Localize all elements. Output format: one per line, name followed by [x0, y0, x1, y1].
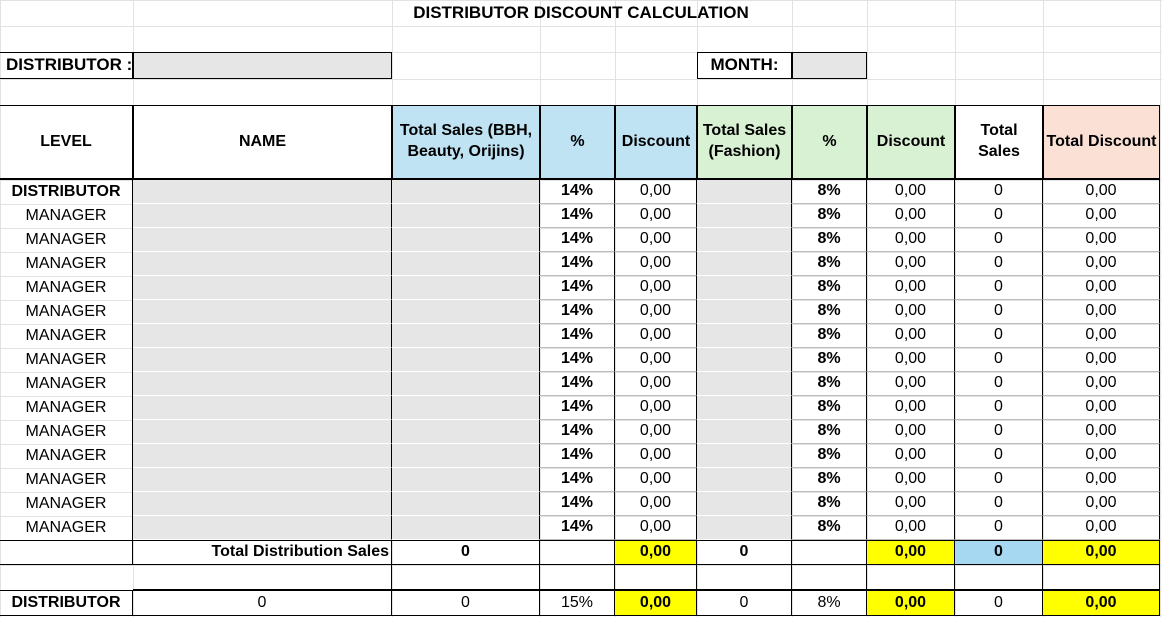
row-name-input[interactable]	[133, 228, 392, 252]
separator-cell	[392, 565, 540, 590]
row-name-input[interactable]	[133, 252, 392, 276]
header-total-sales: Total Sales	[955, 105, 1043, 180]
final-total-discount: 0,00	[1043, 590, 1160, 616]
row-discount-1: 0,00	[615, 204, 697, 228]
row-total-sales-bbh-input[interactable]	[392, 444, 540, 468]
row-total-sales-bbh-input[interactable]	[392, 420, 540, 444]
row-total-sales: 0	[955, 420, 1043, 444]
row-percent-2: 8%	[792, 492, 867, 516]
row-total-discount: 0,00	[1043, 204, 1160, 228]
row-percent-1: 14%	[540, 324, 615, 348]
separator-cell	[1043, 565, 1160, 590]
row-percent-1: 14%	[540, 204, 615, 228]
row-total-sales-fashion-input[interactable]	[697, 276, 792, 300]
row-level: MANAGER	[0, 396, 133, 420]
row-level: MANAGER	[0, 228, 133, 252]
row-level: MANAGER	[0, 276, 133, 300]
row-percent-1: 14%	[540, 516, 615, 540]
row-total-sales-bbh-input[interactable]	[392, 516, 540, 540]
row-percent-1: 14%	[540, 180, 615, 204]
row-discount-1: 0,00	[615, 300, 697, 324]
row-total-sales-fashion-input[interactable]	[697, 348, 792, 372]
separator-cell	[615, 565, 697, 590]
totals-empty-level	[0, 540, 133, 565]
gridline-v	[1160, 0, 1161, 617]
row-discount-1: 0,00	[615, 516, 697, 540]
row-discount-2: 0,00	[867, 348, 955, 372]
row-name-input[interactable]	[133, 444, 392, 468]
separator-cell	[697, 565, 792, 590]
totals-empty-percent-2	[792, 540, 867, 565]
row-total-sales-bbh-input[interactable]	[392, 492, 540, 516]
row-percent-1: 14%	[540, 252, 615, 276]
row-total-sales-bbh-input[interactable]	[392, 348, 540, 372]
row-total-sales-bbh-input[interactable]	[392, 228, 540, 252]
row-percent-2: 8%	[792, 372, 867, 396]
row-level: MANAGER	[0, 372, 133, 396]
row-discount-1: 0,00	[615, 492, 697, 516]
row-total-sales-fashion-input[interactable]	[697, 396, 792, 420]
final-total-sales: 0	[955, 590, 1043, 616]
gridline-h	[0, 79, 1162, 80]
row-total-sales-bbh-input[interactable]	[392, 180, 540, 204]
row-level: MANAGER	[0, 348, 133, 372]
row-name-input[interactable]	[133, 324, 392, 348]
row-discount-1: 0,00	[615, 180, 697, 204]
header-discount-1: Discount	[615, 105, 697, 180]
row-percent-1: 14%	[540, 372, 615, 396]
row-percent-2: 8%	[792, 252, 867, 276]
row-discount-2: 0,00	[867, 324, 955, 348]
row-total-sales: 0	[955, 300, 1043, 324]
totals-empty-percent-1	[540, 540, 615, 565]
row-total-discount: 0,00	[1043, 372, 1160, 396]
row-discount-1: 0,00	[615, 444, 697, 468]
header-percent-1: %	[540, 105, 615, 180]
row-total-sales: 0	[955, 372, 1043, 396]
row-percent-2: 8%	[792, 276, 867, 300]
row-total-discount: 0,00	[1043, 468, 1160, 492]
row-name-input[interactable]	[133, 300, 392, 324]
row-discount-1: 0,00	[615, 420, 697, 444]
row-total-sales-bbh-input[interactable]	[392, 468, 540, 492]
row-total-discount: 0,00	[1043, 276, 1160, 300]
separator-cell	[867, 565, 955, 590]
row-discount-2: 0,00	[867, 372, 955, 396]
row-total-sales-fashion-input[interactable]	[697, 516, 792, 540]
final-name: 0	[133, 590, 392, 616]
row-total-discount: 0,00	[1043, 324, 1160, 348]
header-level: LEVEL	[0, 105, 133, 180]
row-total-sales-fashion-input[interactable]	[697, 372, 792, 396]
final-discount-1: 0,00	[615, 590, 697, 616]
row-total-sales: 0	[955, 492, 1043, 516]
row-level: MANAGER	[0, 420, 133, 444]
separator-cell	[540, 565, 615, 590]
row-level: MANAGER	[0, 300, 133, 324]
row-discount-1: 0,00	[615, 228, 697, 252]
row-total-sales-fashion-input[interactable]	[697, 468, 792, 492]
row-percent-2: 8%	[792, 396, 867, 420]
row-percent-2: 8%	[792, 468, 867, 492]
month-label: MONTH:	[697, 52, 792, 79]
final-percent-1: 15%	[540, 590, 615, 616]
row-discount-2: 0,00	[867, 396, 955, 420]
row-total-sales-bbh-input[interactable]	[392, 300, 540, 324]
totals-label: Total Distribution Sales	[133, 540, 392, 565]
final-discount-2: 0,00	[867, 590, 955, 616]
row-percent-1: 14%	[540, 444, 615, 468]
row-total-discount: 0,00	[1043, 444, 1160, 468]
row-level: MANAGER	[0, 492, 133, 516]
row-percent-2: 8%	[792, 228, 867, 252]
row-name-input[interactable]	[133, 516, 392, 540]
row-discount-2: 0,00	[867, 252, 955, 276]
row-discount-1: 0,00	[615, 396, 697, 420]
row-total-discount: 0,00	[1043, 180, 1160, 204]
final-total-sales-bbh: 0	[392, 590, 540, 616]
row-level: MANAGER	[0, 324, 133, 348]
final-total-sales-fashion: 0	[697, 590, 792, 616]
row-total-sales: 0	[955, 324, 1043, 348]
row-name-input[interactable]	[133, 348, 392, 372]
row-total-sales: 0	[955, 468, 1043, 492]
row-total-sales-fashion-input[interactable]	[697, 492, 792, 516]
row-total-sales: 0	[955, 276, 1043, 300]
header-total-sales-bbh: Total Sales (BBH, Beauty, Orijins)	[392, 105, 540, 180]
row-total-sales: 0	[955, 516, 1043, 540]
row-percent-1: 14%	[540, 228, 615, 252]
row-percent-1: 14%	[540, 468, 615, 492]
header-name: NAME	[133, 105, 392, 180]
totals-total-discount: 0,00	[1043, 540, 1160, 565]
row-total-sales-fashion-input[interactable]	[697, 204, 792, 228]
row-discount-2: 0,00	[867, 276, 955, 300]
row-percent-2: 8%	[792, 324, 867, 348]
row-total-sales-fashion-input[interactable]	[697, 420, 792, 444]
row-percent-1: 14%	[540, 276, 615, 300]
row-name-input[interactable]	[133, 276, 392, 300]
row-level: MANAGER	[0, 444, 133, 468]
totals-discount-2: 0,00	[867, 540, 955, 565]
row-total-sales-bbh-input[interactable]	[392, 276, 540, 300]
row-total-sales-fashion-input[interactable]	[697, 444, 792, 468]
row-total-sales-bbh-input[interactable]	[392, 372, 540, 396]
row-level: DISTRIBUTOR	[0, 180, 133, 204]
row-total-discount: 0,00	[1043, 492, 1160, 516]
row-level: MANAGER	[0, 204, 133, 228]
header-percent-2: %	[792, 105, 867, 180]
separator-cell	[133, 565, 392, 590]
row-total-sales: 0	[955, 180, 1043, 204]
row-percent-2: 8%	[792, 348, 867, 372]
row-discount-1: 0,00	[615, 252, 697, 276]
row-percent-1: 14%	[540, 420, 615, 444]
row-discount-1: 0,00	[615, 468, 697, 492]
row-percent-2: 8%	[792, 420, 867, 444]
row-discount-1: 0,00	[615, 372, 697, 396]
totals-total-sales: 0	[955, 540, 1043, 565]
row-name-input[interactable]	[133, 204, 392, 228]
row-total-discount: 0,00	[1043, 396, 1160, 420]
row-total-sales: 0	[955, 348, 1043, 372]
header-total-sales-fashion: Total Sales (Fashion)	[697, 105, 792, 180]
row-discount-2: 0,00	[867, 516, 955, 540]
row-level: MANAGER	[0, 252, 133, 276]
row-total-sales: 0	[955, 444, 1043, 468]
row-total-sales-fashion-input[interactable]	[697, 228, 792, 252]
row-total-sales-fashion-input[interactable]	[697, 300, 792, 324]
row-discount-1: 0,00	[615, 324, 697, 348]
row-percent-2: 8%	[792, 204, 867, 228]
final-level: DISTRIBUTOR	[0, 590, 133, 616]
row-discount-2: 0,00	[867, 300, 955, 324]
distributor-label: DISTRIBUTOR :	[0, 52, 133, 79]
row-total-discount: 0,00	[1043, 228, 1160, 252]
totals-total-sales-fashion: 0	[697, 540, 792, 565]
row-level: MANAGER	[0, 516, 133, 540]
row-total-sales-fashion-input[interactable]	[697, 324, 792, 348]
gridline-h	[0, 26, 1162, 27]
row-name-input[interactable]	[133, 420, 392, 444]
row-total-discount: 0,00	[1043, 516, 1160, 540]
row-total-discount: 0,00	[1043, 348, 1160, 372]
row-total-discount: 0,00	[1043, 300, 1160, 324]
distributor-input[interactable]	[133, 52, 392, 79]
row-total-discount: 0,00	[1043, 420, 1160, 444]
row-total-sales: 0	[955, 228, 1043, 252]
row-discount-2: 0,00	[867, 228, 955, 252]
row-discount-2: 0,00	[867, 444, 955, 468]
row-total-sales-bbh-input[interactable]	[392, 324, 540, 348]
month-input[interactable]	[792, 52, 867, 79]
row-percent-2: 8%	[792, 300, 867, 324]
row-total-sales-bbh-input[interactable]	[392, 396, 540, 420]
row-total-sales-fashion-input[interactable]	[697, 252, 792, 276]
row-percent-1: 14%	[540, 300, 615, 324]
row-percent-2: 8%	[792, 180, 867, 204]
row-total-sales-fashion-input[interactable]	[697, 180, 792, 204]
row-name-input[interactable]	[133, 492, 392, 516]
separator-cell	[955, 565, 1043, 590]
totals-discount-1: 0,00	[615, 540, 697, 565]
row-level: MANAGER	[0, 468, 133, 492]
row-discount-1: 0,00	[615, 276, 697, 300]
header-discount-2: Discount	[867, 105, 955, 180]
row-discount-2: 0,00	[867, 204, 955, 228]
totals-total-sales-bbh: 0	[392, 540, 540, 565]
row-name-input[interactable]	[133, 468, 392, 492]
sheet-title: DISTRIBUTOR DISCOUNT CALCULATION	[413, 2, 749, 22]
row-discount-2: 0,00	[867, 420, 955, 444]
row-name-input[interactable]	[133, 396, 392, 420]
row-percent-2: 8%	[792, 444, 867, 468]
row-name-input[interactable]	[133, 180, 392, 204]
row-discount-1: 0,00	[615, 348, 697, 372]
row-percent-1: 14%	[540, 348, 615, 372]
row-total-sales-bbh-input[interactable]	[392, 204, 540, 228]
row-discount-2: 0,00	[867, 180, 955, 204]
row-percent-1: 14%	[540, 396, 615, 420]
final-percent-2: 8%	[792, 590, 867, 616]
row-total-sales: 0	[955, 252, 1043, 276]
row-percent-1: 14%	[540, 492, 615, 516]
row-discount-2: 0,00	[867, 468, 955, 492]
row-name-input[interactable]	[133, 372, 392, 396]
header-total-discount: Total Discount	[1043, 105, 1160, 180]
row-percent-2: 8%	[792, 516, 867, 540]
separator-cell	[792, 565, 867, 590]
row-total-sales-bbh-input[interactable]	[392, 252, 540, 276]
row-total-discount: 0,00	[1043, 252, 1160, 276]
row-discount-2: 0,00	[867, 492, 955, 516]
row-total-sales: 0	[955, 396, 1043, 420]
row-total-sales: 0	[955, 204, 1043, 228]
